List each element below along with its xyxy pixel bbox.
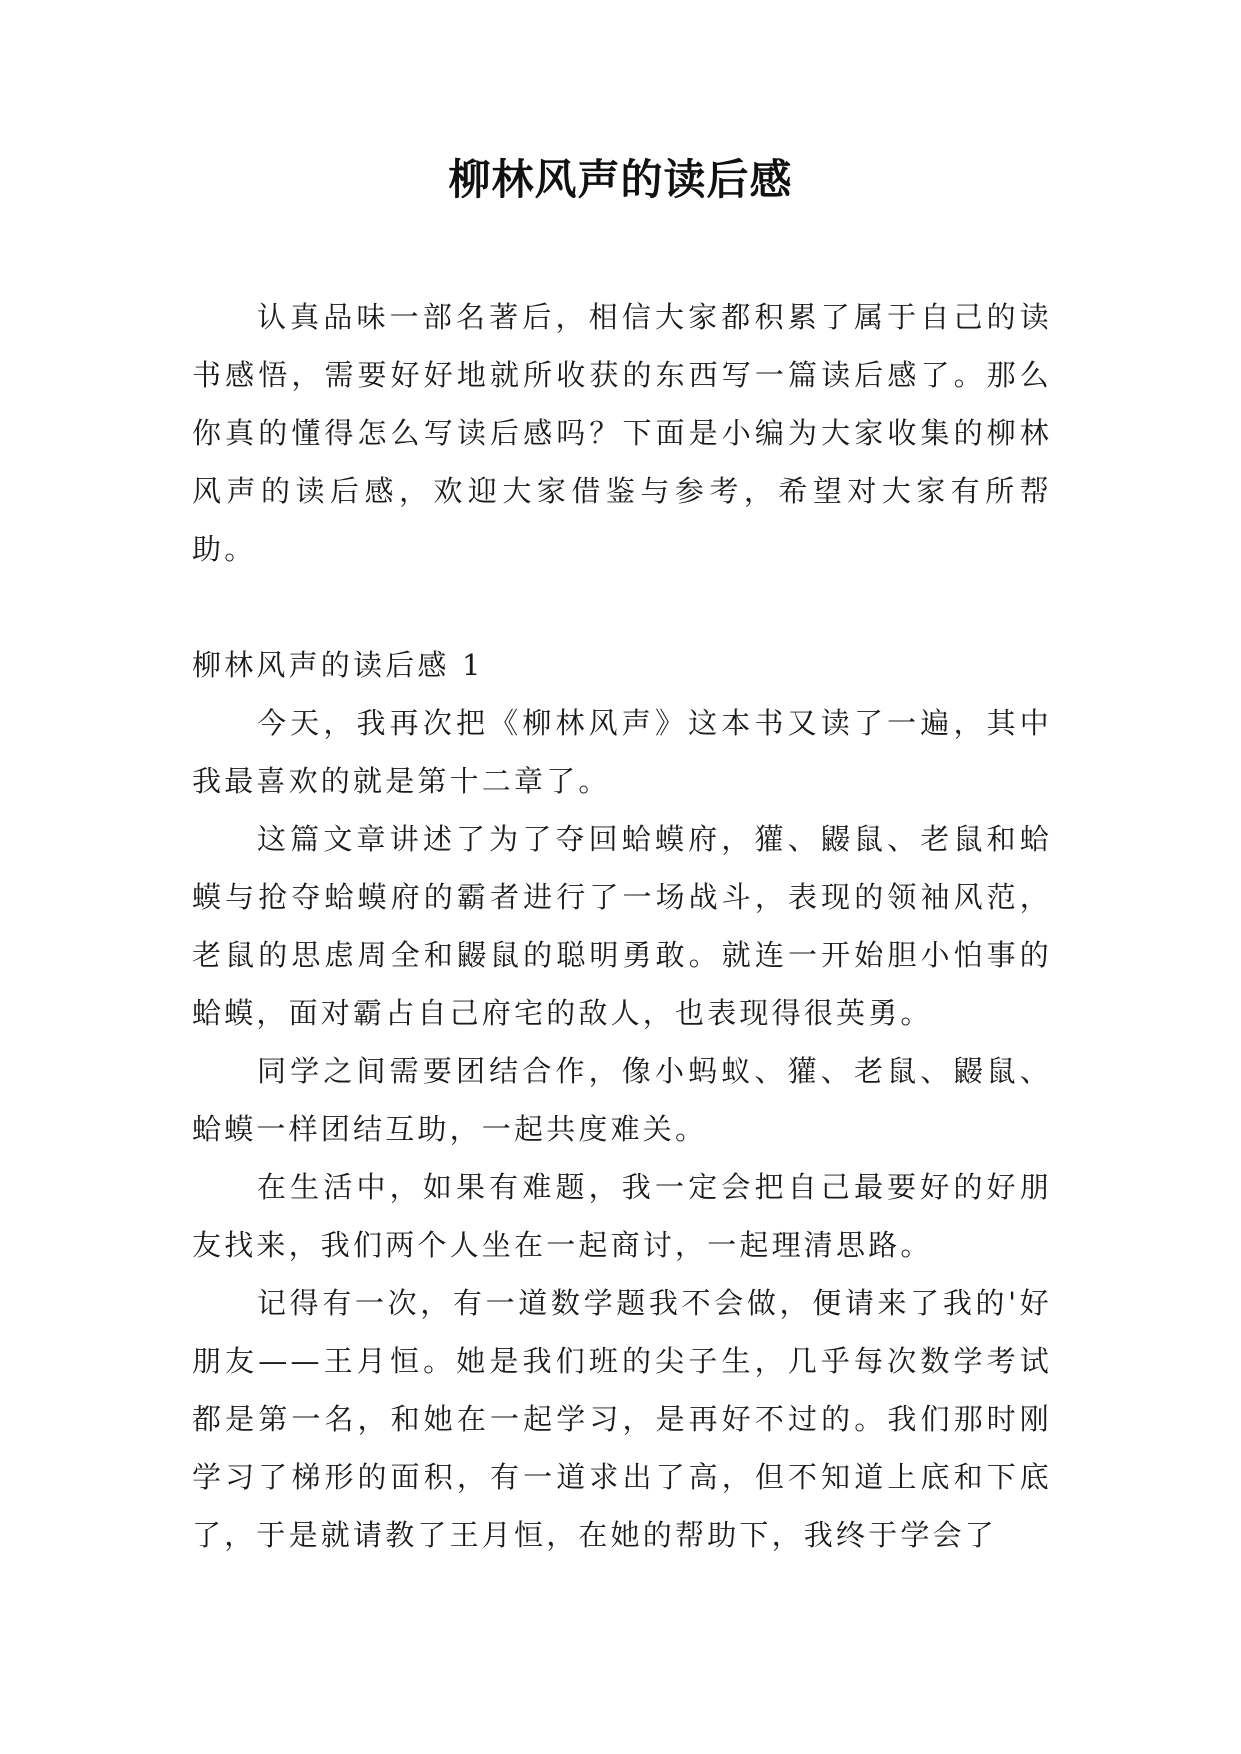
body-paragraph: 同学之间需要团结合作，像小蚂蚁、獾、老鼠、鼹鼠、蛤蟆一样团结互助，一起共度难关。 [192, 1054, 1052, 1146]
body-paragraph: 在生活中，如果有难题，我一定会把自己最要好的好朋友找来，我们两个人坐在一起商讨，一起理清思路。 [192, 1170, 1052, 1262]
document-body [192, 288, 1052, 1564]
body-paragraph: 记得有一次，有一道数学题我不会做，便请来了我的'好朋友——王月恒。她是我们班的尖子生，几乎每次数学考试都是第一名，和她在一起学习，是再好不过的。我们那时刚学习了梯形的面积，有一道求出了高，但不知道上底和下底了，于是就请教了王月恒，在她的帮助下，我终于学会了 [192, 1286, 1052, 1552]
section-heading: 柳林风声的读后感 1 [192, 648, 484, 682]
document-title: 柳林风声的读后感 [448, 155, 793, 204]
intro-paragraph: 认真品味一部名著后，相信大家都积累了属于自己的读书感悟，需要好好地就所收获的东西写一篇读后感了。那么你真的懂得怎么写读后感吗？下面是小编为大家收集的柳林风声的读后感，欢迎大家借鉴与参考，希望对大家有所帮助。 [192, 300, 1052, 566]
body-paragraph: 这篇文章讲述了为了夺回蛤蟆府，獾、鼹鼠、老鼠和蛤蟆与抢夺蛤蟆府的霸者进行了一场战斗，表现的领袖风范，老鼠的思虑周全和鼹鼠的聪明勇敢。就连一开始胆小怕事的蛤蟆，面对霸占自己府宅的敌人，也表现得很英勇。 [192, 822, 1052, 1030]
paragraph-spacer [192, 578, 1052, 636]
body-paragraph: 今天，我再次把《柳林风声》这本书又读了一遍，其中我最喜欢的就是第十二章了。 [192, 706, 1052, 798]
